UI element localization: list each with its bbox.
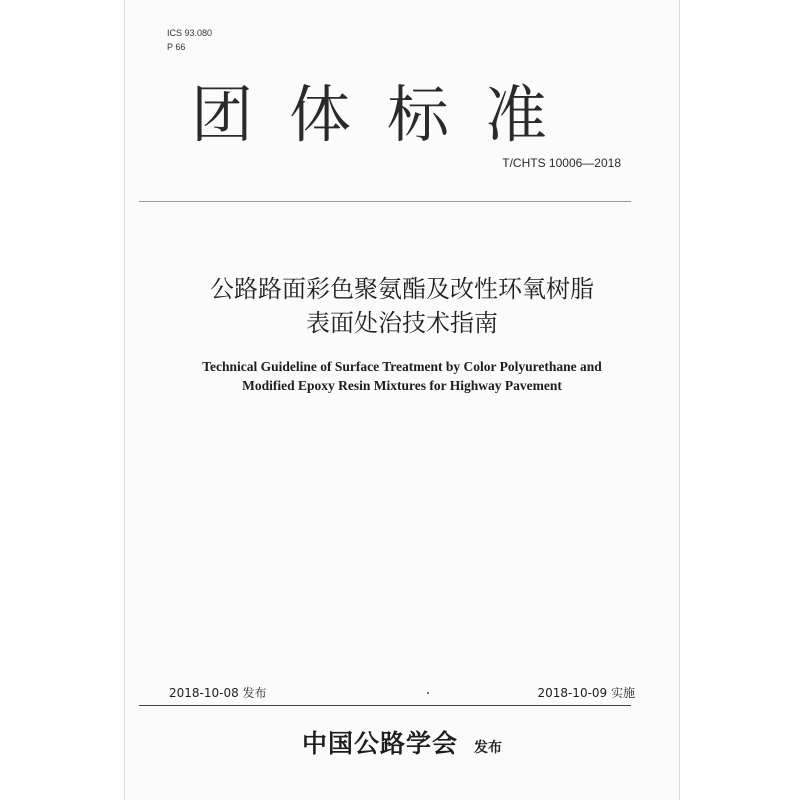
publish-label: 发布 [474, 740, 502, 756]
chinese-title-line-1: 公路路面彩色聚氨酯及改性环氧树脂 [210, 275, 594, 303]
classification-codes [167, 26, 212, 54]
ics-code: ICS 93.080 [167, 28, 213, 38]
chinese-title [125, 272, 679, 340]
english-title [125, 357, 679, 395]
bottom-divider [139, 705, 631, 706]
standard-number: T/CHTS 10006—2018 [502, 156, 621, 170]
implementation-date: 2018-10-09 实施 [537, 686, 635, 700]
chinese-title-line-2: 表面处治技术指南 [306, 309, 498, 337]
top-divider [139, 201, 631, 202]
main-title: 团体标准 [191, 78, 584, 151]
publisher-row [125, 724, 679, 760]
english-title-line-1: Technical Guideline of Surface Treatment by Color Polyurethane and [202, 359, 602, 374]
standard-cover-page [124, 0, 680, 800]
separator-dot [427, 692, 429, 694]
english-title-line-2: Modified Epoxy Resin Mixtures for Highway Pavement [242, 378, 562, 393]
issue-date: 2018-10-08 发布 [169, 686, 267, 700]
ccs-code: P 66 [167, 42, 186, 52]
publisher-name: 中国公路学会 [301, 729, 458, 758]
